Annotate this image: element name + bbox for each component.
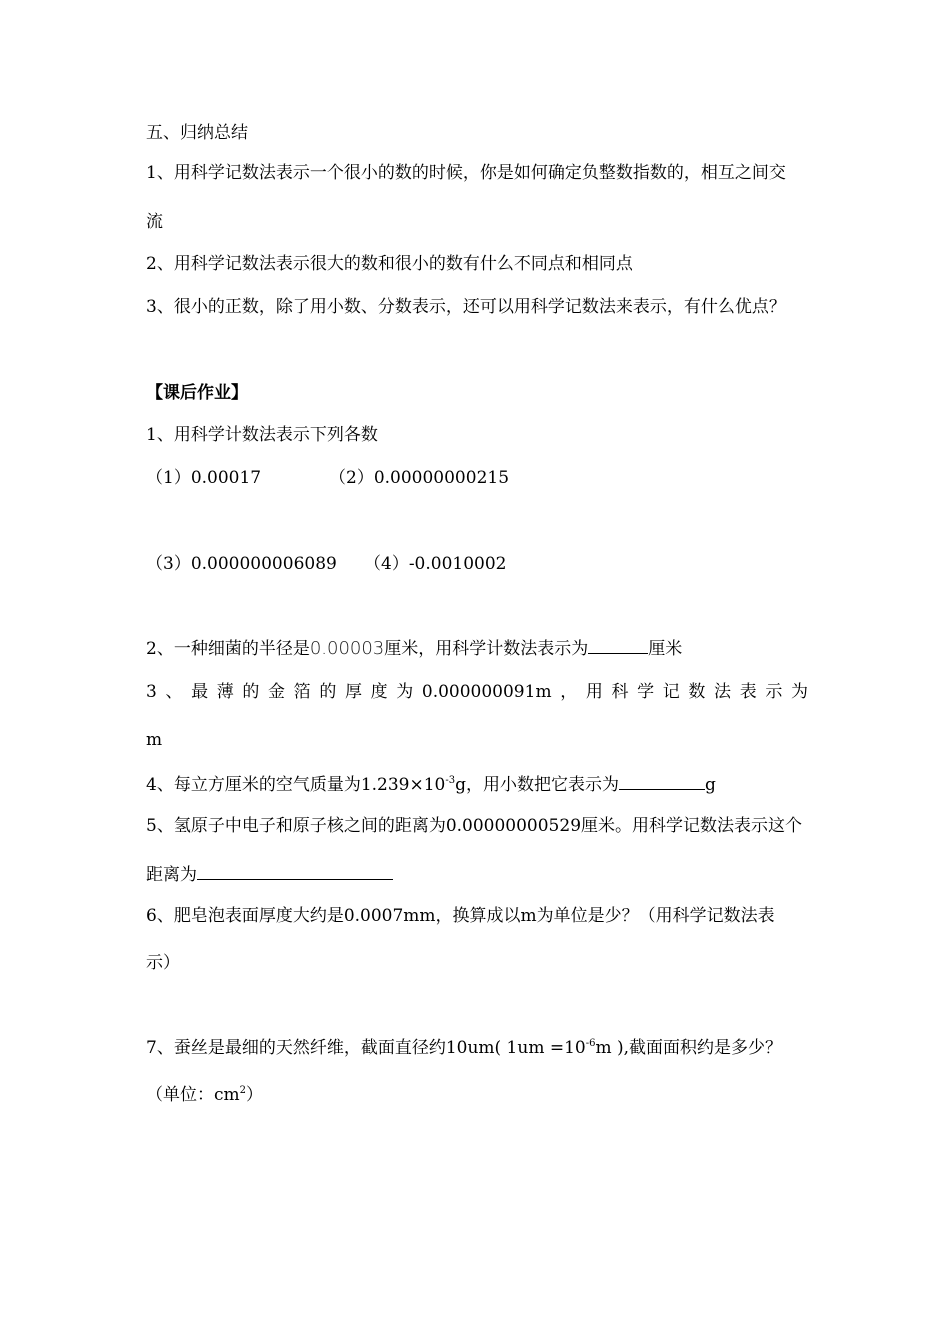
- p3-token: 、: [165, 682, 183, 702]
- p3-token: 为: [396, 682, 414, 702]
- p7-line2-prefix: （单位：cm: [146, 1085, 240, 1105]
- homework-p2: [146, 636, 682, 660]
- homework-p5-line1: 5、氢原子中电子和原子核之间的距离为0.00000000529厘米。用科学记数法表示这个: [146, 816, 803, 836]
- p4-base: 1.239×10: [360, 775, 446, 795]
- p5-answer-blank[interactable]: [197, 862, 393, 880]
- homework-heading: 【课后作业】: [146, 383, 248, 403]
- p3-token: 度: [370, 682, 388, 702]
- homework-p7-line2: [146, 1084, 263, 1106]
- homework-p6-line2: 示）: [146, 953, 180, 973]
- p3-token: 为: [790, 682, 808, 702]
- p7-prefix: 7、蚕丝是最细的天然纤维，截面直径约10um( 1um =10: [146, 1038, 586, 1058]
- p4-exp: -3: [445, 775, 456, 786]
- homework-p3-line2: m: [146, 730, 163, 750]
- p3-token: 最: [191, 682, 209, 702]
- p3-token: 科: [611, 682, 629, 702]
- p5-line2-text: 距离为: [146, 865, 197, 885]
- p4-middle: ，用小数把它表示为: [466, 775, 620, 795]
- homework-p1-c: （3）0.000000006089: [146, 554, 337, 574]
- p3-token: 金: [268, 682, 286, 702]
- p2-number: 0.00003: [309, 638, 385, 659]
- summary-q2: 2、用科学记数法表示很大的数和很小的数有什么不同点和相同点: [146, 254, 633, 274]
- p3-token: 记: [662, 682, 680, 702]
- homework-p1-d: （4）-0.0010002: [364, 554, 507, 574]
- p3-token: 法: [714, 682, 732, 702]
- homework-p5-line2: [146, 862, 393, 886]
- p2-prefix: 2、一种细菌的半径是: [146, 639, 310, 659]
- p3-token: 厚: [344, 682, 362, 702]
- p4-unit: g: [455, 775, 467, 795]
- p2-answer-blank[interactable]: [588, 636, 648, 654]
- summary-q3: 3、很小的正数，除了用小数、分数表示，还可以用科学记数法来表示，有什么优点？: [146, 297, 786, 317]
- p3-token: 3: [146, 682, 157, 702]
- homework-p4: [146, 772, 716, 796]
- p3-token: 0.000000091m: [421, 682, 552, 702]
- p7-suffix: m ),截面面积约是多少？: [595, 1038, 783, 1058]
- p3-token: 薄: [216, 682, 234, 702]
- p2-middle: 厘米，用科学计数法表示为: [384, 639, 589, 659]
- p2-suffix: 厘米: [648, 639, 683, 659]
- homework-p7-line1: [146, 1037, 782, 1059]
- homework-p1-b: （2）0.00000000215: [329, 468, 510, 488]
- p7-line2-exp: 2: [239, 1085, 247, 1096]
- p3-token: 箔: [293, 682, 311, 702]
- homework-p6-line1: 6、肥皂泡表面厚度大约是0.0007mm，换算成以m为单位是少？（用科学记数法表: [146, 906, 775, 926]
- homework-p3-line1: [146, 681, 808, 703]
- p3-token: 用: [585, 682, 603, 702]
- p3-token: 示: [765, 682, 783, 702]
- p3-token: ，: [560, 682, 578, 702]
- p3-token: 数: [688, 682, 706, 702]
- p3-token: 学: [637, 682, 655, 702]
- p4-suffix: g: [705, 775, 716, 795]
- homework-p1-a: （1）0.00017: [146, 468, 262, 488]
- p7-exp: -6: [585, 1038, 596, 1049]
- summary-q1-line1: 1、用科学记数法表示一个很小的数的时候，你是如何确定负整数指数的，相互之间交: [146, 163, 786, 183]
- summary-q1-line2: 流: [146, 212, 163, 232]
- p3-token: 表: [739, 682, 757, 702]
- p4-answer-blank[interactable]: [619, 772, 705, 790]
- summary-heading: 五、归纳总结: [146, 123, 248, 143]
- p3-token: 的: [242, 682, 260, 702]
- p7-line2-suffix: ）: [246, 1085, 264, 1105]
- p3-token: 的: [319, 682, 337, 702]
- p4-prefix: 4、每立方厘米的空气质量为: [146, 775, 361, 795]
- homework-p1-text: 1、用科学计数法表示下列各数: [146, 425, 378, 445]
